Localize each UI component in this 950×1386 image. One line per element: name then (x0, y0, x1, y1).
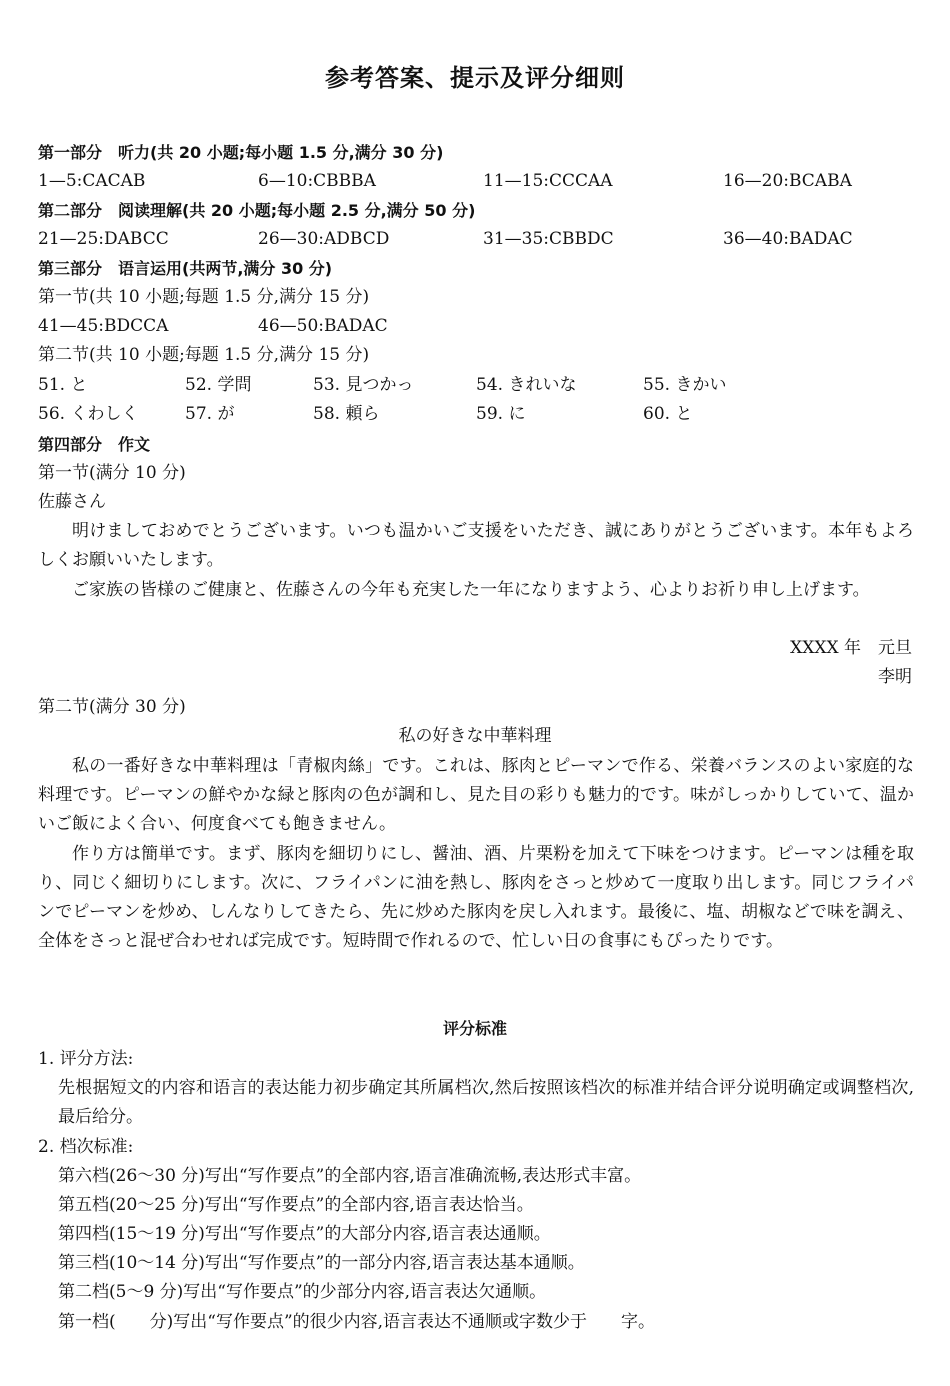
scoring-level-1: 第一档( 分)写出“写作要点”的很少内容,语言表达不通顺或字数少于 字。 (58, 1312, 656, 1332)
part2-answer-4: 36—40:BADAC (723, 229, 853, 249)
letter-paragraph-2: ご家族の皆様のご健康と、佐藤さんの今年も充実した一年になりますよう、心よりお祈り申し上げます。 (72, 580, 870, 600)
part2-answer-3: 31—35:CBBDC (483, 229, 614, 249)
fill-answer-51: 51. と (38, 375, 88, 395)
part1-answer-2: 6—10:CBBBA (258, 171, 376, 191)
fill-answer-59: 59. に (476, 404, 526, 424)
scoring-level-2: 第二档(5～9 分)写出“写作要点”的少部分内容,语言表达欠通顺。 (58, 1282, 547, 1302)
part1-answer-3: 11—15:CCCAA (483, 171, 613, 191)
part3-s1-answer-2: 46—50:BADAC (258, 316, 388, 336)
letter-date: XXXX 年 元旦 (790, 638, 912, 658)
essay-paragraph-1: 私の一番好きな中華料理は「青椒肉絲」です。これは、豚肉とピーマンで作る、栄養バランスのよい家庭的な料理です。ピーマンの鮮やかな緑と豚肉の色が調和し、見た目の彩りも魅力的です。味がしっかりしていて、温かいご飯によく合い、何度食べても飽きません。 (38, 756, 914, 834)
scoring-method-text: 先根据短文的内容和语言的表达能力初步确定其所属档次,然后按照该档次的标准并结合评分说明确定或调整档次,最后给分。 (58, 1078, 914, 1127)
part2-answer-1: 21—25:DABCC (38, 229, 169, 249)
fill-answer-57: 57. が (185, 404, 235, 424)
part4-heading: 第四部分 作文 (38, 435, 151, 454)
part3-s1-answer-1: 41—45:BDCCA (38, 316, 169, 336)
scoring-level-3: 第三档(10～14 分)写出“写作要点”的一部分内容,语言表达基本通顺。 (58, 1253, 585, 1273)
fill-answer-58: 58. 頼ら (313, 404, 380, 424)
essay-title: 私の好きな中華料理 (398, 726, 552, 746)
letter-salutation: 佐藤さん (38, 492, 106, 512)
letter-signature: 李明 (878, 667, 912, 687)
fill-answer-56: 56. くわしく (38, 404, 139, 424)
part4-section2-heading: 第二节(满分 30 分) (38, 697, 186, 717)
part2-answer-2: 26—30:ADBCD (258, 229, 390, 249)
part1-answer-1: 1—5:CACAB (38, 171, 146, 191)
part2-heading: 第二部分 阅读理解(共 20 小题;每小题 2.5 分,满分 50 分) (38, 201, 476, 220)
fill-answer-60: 60. と (643, 404, 693, 424)
letter-paragraph-1: 明けましておめでとうございます。いつも温かいご支援をいただき、誠にありがとうございます。本年もよろしくお願いいたします。 (38, 521, 914, 570)
part3-section1-heading: 第一节(共 10 小题;每题 1.5 分,满分 15 分) (38, 287, 370, 307)
part4-section1-heading: 第一节(满分 10 分) (38, 463, 186, 483)
scoring-method-label: 1. 评分方法: (38, 1049, 134, 1069)
part3-heading: 第三部分 语言运用(共两节,满分 30 分) (38, 259, 333, 278)
fill-answer-53: 53. 見つかっ (313, 375, 414, 395)
part3-section2-heading: 第二节(共 10 小题;每题 1.5 分,满分 15 分) (38, 345, 370, 365)
essay-paragraph-2: 作り方は簡単です。まず、豚肉を細切りにし、醤油、酒、片栗粉を加えて下味をつけます。ピーマンは種を取り、同じく細切りにします。次に、フライパンに油を熱し、豚肉をさっと炒めて一度取り出します。同じフライパンでピーマンを炒め、しんなりしてきたら、先に炒めた豚肉を戻し入れます。最後に、塩、胡椒などで味を調え、全体をさっと混ぜ合わせれば完成です。短時間で作れるので、忙しい日の食事にもぴったりです。 (38, 844, 914, 951)
page-title: 参考答案、提示及评分细则 (325, 64, 625, 92)
fill-answer-54: 54. きれいな (476, 375, 577, 395)
scoring-level-6: 第六档(26～30 分)写出“写作要点”的全部内容,语言准确流畅,表达形式丰富。 (58, 1166, 642, 1186)
scoring-levels-label: 2. 档次标准: (38, 1137, 134, 1157)
part1-answer-4: 16—20:BCABA (723, 171, 852, 191)
scoring-level-5: 第五档(20～25 分)写出“写作要点”的全部内容,语言表达恰当。 (58, 1195, 534, 1215)
fill-answer-55: 55. きかい (643, 375, 727, 395)
part1-heading: 第一部分 听力(共 20 小题;每小题 1.5 分,满分 30 分) (38, 143, 444, 162)
scoring-level-4: 第四档(15～19 分)写出“写作要点”的大部分内容,语言表达通顺。 (58, 1224, 551, 1244)
fill-answer-52: 52. 学問 (185, 375, 252, 395)
scoring-heading: 评分标准 (442, 1019, 507, 1038)
